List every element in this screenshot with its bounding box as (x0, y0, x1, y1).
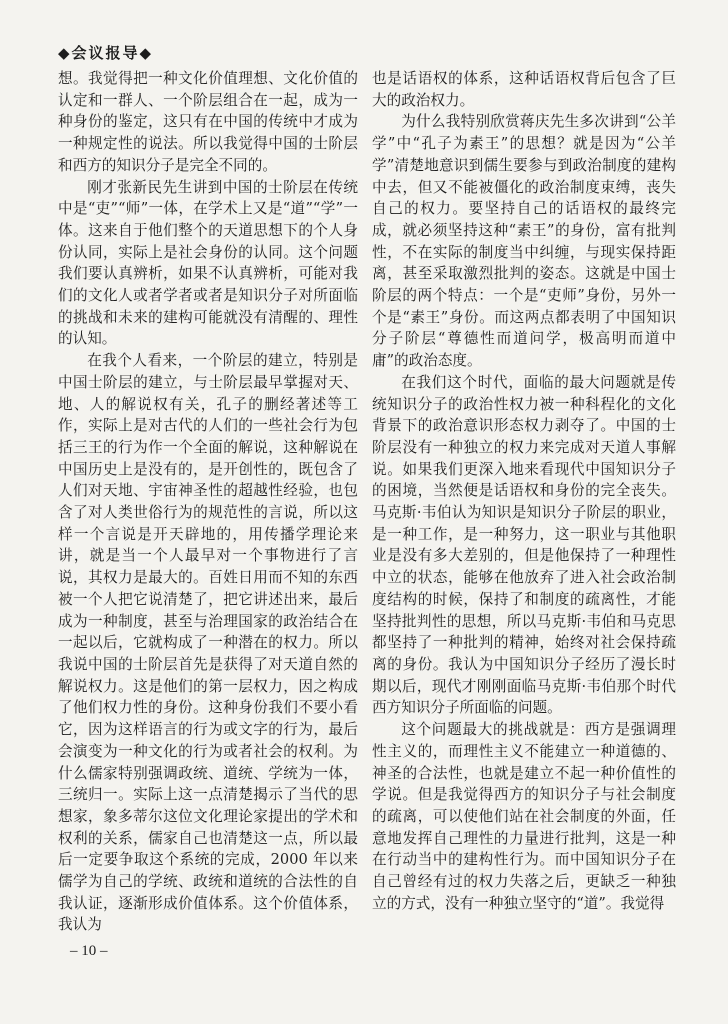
right-column (372, 68, 676, 914)
section-header: ◆会议报导◆ (58, 44, 154, 62)
left-column (58, 68, 358, 936)
paragraph: 刚才张新民先生讲到中国的士阶层在传统中是“吏”“师”一体，在学术上又是“道”“学”一体。这来自于他们整个的天道思想下的个人身份认同，实际上是社会身份的认同。这个问题我们要认真辨析，如果不认真辨析，可能对我们的文化人或者学者或者是知识分子对所面临的挑战和未来的建构可能就没有清醒的、理性的认知。 (58, 178, 358, 348)
page-number: – 10 – (70, 943, 108, 959)
paragraph: 在我个人看来，一个阶层的建立，特别是中国士阶层的建立，与士阶层最早掌握对天、地、人的解说权有关，孔子的删经著述等工作，实际上是对古代的人们的一些社会行为包括三王的行为作一个全面的解说，这种解说在中国历史上是没有的，是开创性的，既包含了人们对天地、宇宙神圣性的超越性经验，也包含了对人类世俗行为的规范性的言说，所以这样一个言说是开天辟地的，用传播学理论来讲，就是当一个人最早对一个事物进行了言说，其权力是最大的。百姓日用而不知的东西被一个人把它说清楚了，把它讲述出来，最后成为一种制度，甚至与治理国家的政治结合在一起以后，它就构成了一种潜在的权力。所以我说中国的士阶层首先是获得了对天道自然的解说权力。这是他们的第一层权力，因之构成了他们权力性的身份。这种身份我们不要小看它，因为这样语言的行为或文字的行为，最后会演变为一种文化的行为或者社会的权利。为什么儒家特别强调政统、道统、学统为一体，三统归一。实际上这一点清楚揭示了当代的思想家，象多蒂尔这位文化理论家提出的学术和权利的关系，儒家自己也清楚这一点，所以最后一定要争取这个系统的完成，2000 年以来儒学为自己的学统、政统和道统的合法性的自我认证，逐渐形成价值体系。这个价值体系，我认为 (58, 352, 358, 934)
paragraph: 也是话语权的体系，这种话语权背后包含了巨大的政治权力。 (372, 70, 676, 109)
paragraph: 在我们这个时代，面临的最大问题就是传统知识分子的政治性权力被一种科程化的文化背景下的政治意识形态权力剥夺了。中国的士阶层没有一种独立的权力来完成对天道人事解说。如果我们更深入地来看现代中国知识分子的困境，当然便是话语权和身份的完全丧失。马克斯·韦伯认为知识是知识分子阶层的职业，是一种工作，是一种努力，这一职业与其他职业是没有多大差别的，但是他保持了一种理性中立的状态，能够在他放弃了进入社会政治制度结构的时候，保持了和制度的疏离性，才能坚持批判性的思想，所以马克斯·韦伯和马克思都坚持了一种批判的精神，始终对社会保持疏离的身份。我认为中国知识分子经历了漫长时期以后，现代才刚刚面临马克斯·韦伯那个时代西方知识分子所面临的问题。 (372, 373, 676, 717)
paragraph: 为什么我特别欣赏蒋庆先生多次讲到“公羊学”中“孔子为素王”的思想？就是因为“公羊学”清楚地意识到儒生要参与到政治制度的建构中去，但又不能被僵化的政治制度束缚，丧失自己的权力。要坚持自己的话语权的最终完成，就必须坚持这种“素王”的身份，富有批判性，不在实际的制度当中纠缠，与现实保持距离，甚至采取激烈批判的姿态。这就是中国士阶层的两个特点：一个是“吏师”身份，另外一个是“素王”身份。而这两点都表明了中国知识分子阶层“尊德性而道问学，极高明而道中庸”的政治态度。 (372, 113, 676, 370)
paragraph: 想。我觉得把一种文化价值理想、文化价值的认定和一群人、一个阶层组合在一起，成为一种身份的鉴定，这只有在中国的传统中才成为一种规定性的说法。所以我觉得中国的士阶层和西方的知识分子是完全不同的。 (58, 70, 358, 174)
paragraph: 这个问题最大的挑战就是：西方是强调理性主义的，而理性主义不能建立一种道德的、神圣的合法性，也就是建立不起一种价值性的学说。但是我觉得西方的知识分子与社会制度的疏离，可以使他们站在社会制度的外面，任意地发挥自己理性的力量进行批判，这是一种在行动当中的建构性行为。而中国知识分子在自己曾经有过的权力失落之后，更缺乏一种独立的方式，没有一种独立坚守的“道”。我觉得 (372, 721, 676, 912)
